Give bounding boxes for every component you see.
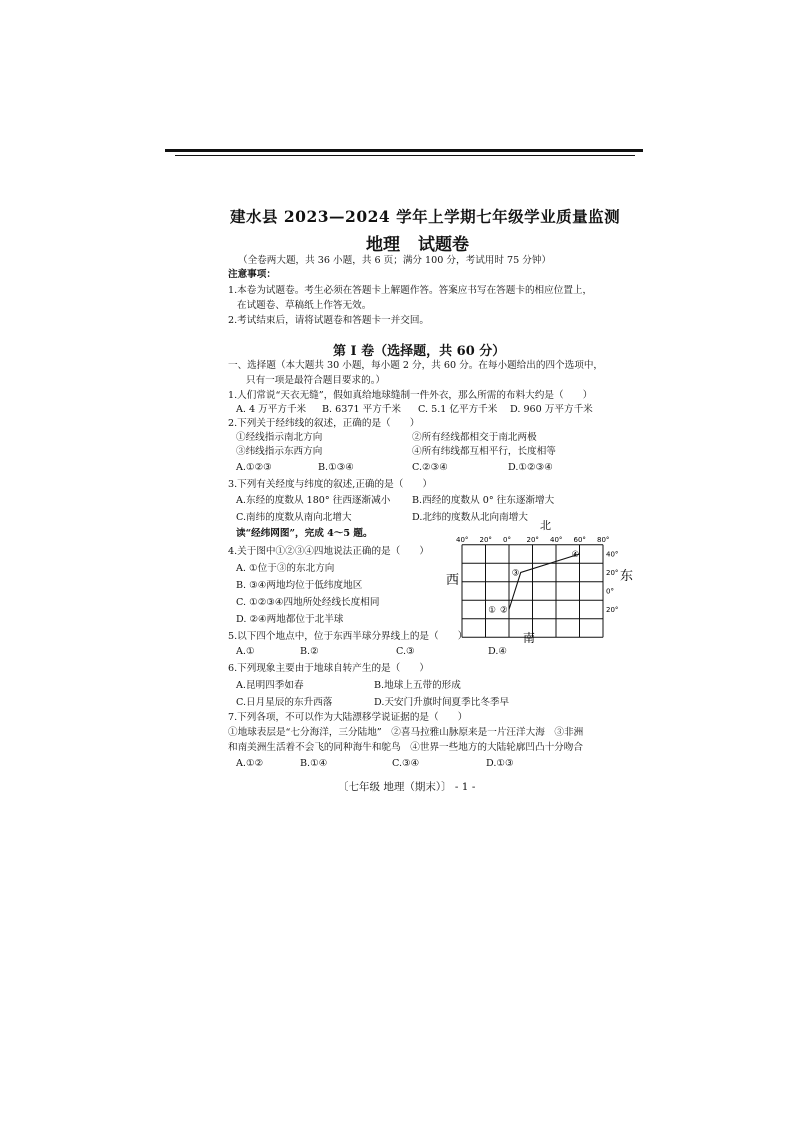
longitude-labels (456, 536, 609, 544)
question-4-option-b: B. ③④两地均位于低纬度地区 (236, 580, 363, 591)
option-a: A.①② (236, 758, 264, 769)
question-7-options (236, 756, 514, 772)
longitude-tick-label: 40° (456, 535, 469, 544)
question-4-stem: 4.关于图中①②③④四地说法正确的是（ ） (228, 546, 430, 557)
option-c: C.③④ (392, 758, 420, 769)
exam-subtitle (357, 230, 478, 255)
question-3-option-c: C.南纬的度数从南向北增大 (236, 512, 352, 523)
option-d: D.①③ (486, 758, 514, 769)
map-point-label: ② (500, 605, 508, 616)
latitude-tick-label: 0° (606, 587, 614, 596)
question-3-option-a: A.东经的度数从 180° 往西逐渐减小 (236, 495, 391, 506)
latitude-tick-label: 20° (606, 569, 619, 577)
question-4-option-a: A. ①位于③的东北方向 (236, 563, 335, 574)
option-b: B.①③④ (318, 462, 354, 473)
question-4-option-c: C. ①②③④四地所处经线长度相同 (236, 597, 380, 608)
latitude-longitude-grid-map (440, 518, 634, 650)
longitude-tick-label: 0° (503, 535, 511, 544)
option-a: A.① (236, 646, 255, 657)
exam-info: （全卷两大题，共 36 小题，共 6 页；满分 100 分，考试用时 75 分钟） (238, 255, 552, 266)
question-2-statement-4: ④所有纬线都互相平行，长度相等 (412, 446, 556, 457)
question-2-statement-1: ①经线指示南北方向 (236, 432, 323, 443)
section-title: 第 I 卷（选择题，共 60 分） (333, 344, 506, 359)
page-footer: 〔七年级 地理（期末）〕 - 1 - (338, 781, 476, 793)
question-3-option-b: B.西经的度数从 0° 往东逐渐增大 (412, 495, 555, 506)
notice-header: 注意事项： (228, 269, 276, 280)
paper-kind-label: 试题卷 (418, 235, 469, 255)
latitude-tick-label: 20° (606, 606, 619, 614)
south-label: 南 (523, 631, 536, 645)
option-d: D. 960 万平方千米 (510, 404, 593, 415)
read-map-instruction: 读“经纬网图”，完成 4～5 题。 (236, 528, 373, 539)
longitude-tick-label: 60° (573, 535, 586, 544)
longitude-tick-label: 40° (550, 535, 563, 544)
question-1-stem: 1.人们常说“天衣无缝”，假如真给地球缝制一件外衣，那么所需的布料大约是（ ） (228, 390, 593, 401)
latitude-tick-label: 40° (606, 550, 619, 559)
longitude-tick-label: 20° (526, 535, 539, 544)
question-3-stem: 3.下列有关经度与纬度的叙述,正确的是（ ） (228, 479, 433, 490)
option-b: B. 6371 平方千米 (322, 404, 401, 415)
question-6-option-d: D.天安门升旗时间夏季比冬季早 (374, 697, 510, 708)
question-2-statement-2: ②所有经线都相交于南北两极 (412, 432, 537, 443)
option-d: D.④ (488, 646, 507, 657)
longitude-tick-label: 20° (479, 535, 492, 544)
question-6-option-a: A.昆明四季如春 (236, 680, 304, 691)
option-b: B.② (300, 646, 319, 657)
map-point-label: ③ (511, 568, 520, 579)
subject-label: 地理 (366, 235, 400, 255)
north-label: 北 (540, 519, 551, 532)
question-7-line-1: ①地球表层是“七分海洋，三分陆地” ②喜马拉雅山脉原来是一片汪洋大海 ③非洲 (228, 727, 584, 738)
option-c: C. 5.1 亿平方千米 (418, 404, 498, 415)
question-6-option-b: B.地球上五带的形成 (374, 680, 461, 691)
map-points (488, 550, 579, 616)
option-d: D.①②③④ (508, 462, 553, 473)
question-6-option-c: C.日月星辰的东升西落 (236, 697, 333, 708)
longitude-tick-label: 80° (597, 535, 610, 544)
notice-1-cont: 在试题卷、草稿纸上作答无效。 (237, 300, 372, 311)
section-intro-2: 只有一项是最符合题目要求的。） (246, 375, 386, 386)
question-6-stem: 6.下列现象主要由于地球自转产生的是（ ） (228, 663, 430, 674)
east-label: 东 (620, 569, 634, 584)
question-7-stem: 7.下列各项，不可以作为大陆漂移学说证据的是（ ） (228, 712, 468, 723)
top-rule-thin (175, 155, 635, 156)
top-rule-thick (165, 149, 643, 152)
question-2-options (236, 460, 553, 476)
question-2-stem: 2.下列关于经纬线的叙述，正确的是（ ） (228, 418, 420, 429)
west-label: 西 (446, 573, 460, 588)
option-a: A. 4 万平方千米 (236, 404, 307, 415)
question-2-statement-3: ③纬线指示东西方向 (236, 446, 323, 457)
section-intro-1: 一、选择题（本大题共 30 小题，每小题 2 分，共 60 分。在每小题给出的四个选项中， (228, 360, 604, 371)
option-c: C.②③④ (412, 462, 448, 473)
question-3-option-d: D.北纬的度数从北向南增大 (412, 512, 528, 523)
question-5-stem: 5.以下四个地点中，位于东西半球分界线上的是（ ） (228, 631, 468, 642)
question-7-line-2: 和南美洲生活着不会飞的同种海牛和鸵鸟 ④世界一些地方的大陆轮廓凹凸十分吻合 (228, 742, 583, 753)
option-c: C.③ (396, 646, 415, 657)
exam-title: 建水县 2023—2024 学年上学期七年级学业质量监测 (230, 207, 621, 226)
latitude-labels (606, 551, 618, 615)
grid-lines (462, 545, 603, 638)
notice-2: 2.考试结束后，请将试题卷和答题卡一并交回。 (228, 315, 430, 326)
map-point-label: ① (488, 605, 496, 616)
option-a: A.①②③ (236, 462, 272, 473)
notice-1: 1.本卷为试题卷。考生必须在答题卡上解题作答。答案应书写在答题卡的相应位置上， (228, 285, 593, 296)
question-4-option-d: D. ②④两地都位于北半球 (236, 614, 344, 625)
option-b: B.①④ (300, 758, 328, 769)
map-point-label: ④ (571, 550, 580, 560)
